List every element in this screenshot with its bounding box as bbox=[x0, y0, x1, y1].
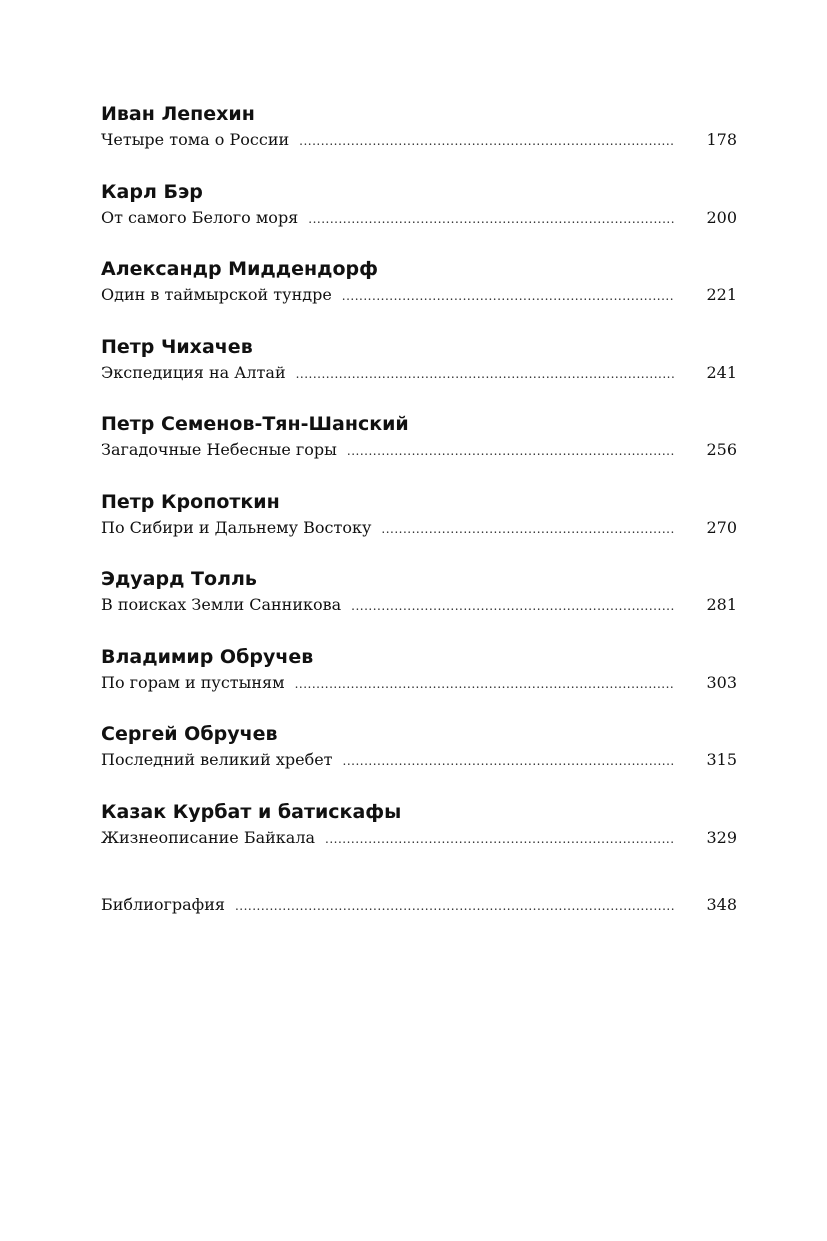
dot-leader bbox=[308, 207, 675, 231]
toc-author: Сергей Обручев bbox=[101, 723, 278, 745]
dot-leader bbox=[342, 284, 675, 308]
toc-title: Экспедиция на Алтай bbox=[101, 362, 286, 382]
toc-page-number: 281 bbox=[706, 595, 737, 614]
toc-entry bbox=[101, 720, 737, 798]
dot-leader bbox=[347, 439, 675, 463]
toc-line[interactable] bbox=[101, 283, 737, 307]
toc-author: Иван Лепехин bbox=[101, 103, 255, 125]
toc-title: В поисках Земли Санникова bbox=[101, 595, 342, 614]
toc-title: Жизнеописание Байкала bbox=[101, 827, 316, 847]
toc-page-number: 178 bbox=[706, 130, 737, 149]
toc-entry bbox=[101, 410, 737, 488]
toc-entry bbox=[101, 798, 737, 876]
toc-title: По Сибири и Дальнему Востоку bbox=[101, 517, 372, 537]
toc-entry bbox=[101, 178, 737, 256]
toc-entry bbox=[101, 255, 737, 333]
toc-page-number: 303 bbox=[706, 672, 737, 692]
toc-page-number: 221 bbox=[706, 285, 737, 304]
toc-entry bbox=[101, 100, 737, 178]
toc-line[interactable] bbox=[101, 361, 737, 385]
toc-author: Петр Чихачев bbox=[101, 335, 253, 358]
toc-title: Последний великий хребет bbox=[101, 750, 333, 769]
dot-leader bbox=[381, 517, 675, 541]
toc-author: Александр Миддендорф bbox=[101, 258, 378, 280]
dot-leader bbox=[351, 594, 675, 618]
toc-line[interactable] bbox=[101, 438, 737, 462]
toc-title: Четыре тома о России bbox=[101, 130, 290, 149]
dot-leader bbox=[296, 362, 675, 386]
table-of-contents bbox=[101, 100, 737, 917]
toc-title: Загадочные Небесные горы bbox=[101, 440, 337, 459]
toc-entry bbox=[101, 488, 737, 566]
toc-bibliography-line[interactable] bbox=[101, 893, 737, 917]
toc-title: По горам и пустыням bbox=[101, 672, 285, 692]
toc-entry bbox=[101, 565, 737, 643]
toc-entry bbox=[101, 333, 737, 411]
toc-line[interactable] bbox=[101, 826, 737, 850]
toc-author: Петр Семенов-Тян-Шанский bbox=[101, 413, 409, 435]
toc-line[interactable] bbox=[101, 748, 737, 772]
toc-author: Казак Курбат и батискафы bbox=[101, 800, 402, 823]
toc-line[interactable] bbox=[101, 128, 737, 152]
dot-leader bbox=[299, 129, 675, 153]
toc-line[interactable] bbox=[101, 516, 737, 540]
dot-leader bbox=[343, 749, 675, 773]
dot-leader bbox=[325, 827, 675, 851]
toc-title: Библиография bbox=[101, 895, 225, 914]
toc-page-number: 348 bbox=[706, 895, 737, 914]
toc-page-number: 315 bbox=[706, 750, 737, 769]
toc-page-number: 270 bbox=[706, 517, 737, 537]
toc-title: От самого Белого моря bbox=[101, 207, 299, 227]
toc-line[interactable] bbox=[101, 593, 737, 617]
toc-entry bbox=[101, 643, 737, 721]
toc-author: Карл Бэр bbox=[101, 180, 203, 203]
toc-author: Владимир Обручев bbox=[101, 645, 314, 668]
dot-leader bbox=[295, 672, 675, 696]
toc-page-number: 241 bbox=[706, 362, 737, 382]
toc-page-number: 256 bbox=[706, 440, 737, 459]
dot-leader bbox=[235, 894, 675, 918]
toc-line[interactable] bbox=[101, 206, 737, 230]
toc-title: Один в таймырской тундре bbox=[101, 285, 332, 304]
toc-line[interactable] bbox=[101, 671, 737, 695]
toc-page-number: 329 bbox=[706, 827, 737, 847]
toc-author: Эдуард Толль bbox=[101, 568, 257, 590]
toc-page-number: 200 bbox=[706, 207, 737, 227]
toc-author: Петр Кропоткин bbox=[101, 490, 280, 513]
